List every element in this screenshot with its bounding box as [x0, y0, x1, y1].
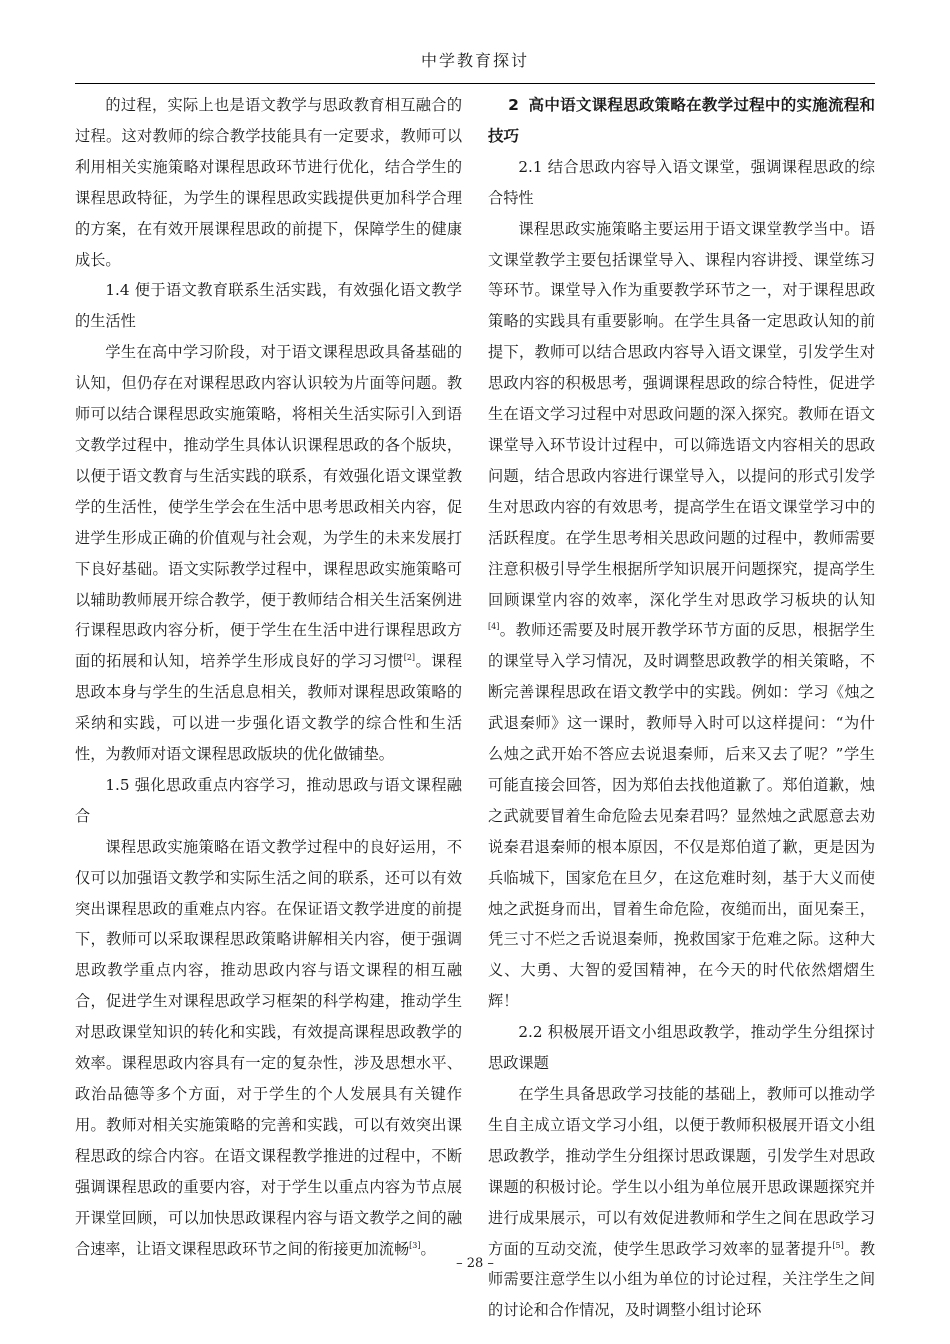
section-heading-1-4: 1.4 便于语文教育联系生活实践，有效强化语文教学的生活性 [75, 281, 462, 331]
right-column [488, 90, 875, 1326]
section-heading-2-1: 2.1 结合思政内容导入语文课堂，强调课程思政的综合特性 [488, 157, 875, 207]
paragraph-text: 课程思政实施策略主要运用于语文课堂教学当中。语文课堂教学主要包括课堂导入、课程内容讲授、课堂练习等环节。课堂导入作为重要教学环节之一，对于课程思政策略的实践具有重要影响。在学生具备一定思政认知的前提下，教师可以结合思政内容导入语文课堂，引发学生对思政内容的积极思考，强调课程思政的综合特性，促进学生在语文学习过程中对思政问题的深入探究。教师在语文课堂导入环节设计过程中，可以筛选语文内容相关的思政问题，结合思政内容进行课堂导入，以提问的形式引发学生对思政内容的有效思考，提高学生在语文课堂学习中的活跃程度。在学生思考相关思政问题的过程中，教师需要注意积极引导学生根据所学知识展开问题探究，提高学生回顾课堂内容的效率，深化学生对思政学习板块的认知 [488, 219, 875, 609]
paragraph-1-5 [75, 832, 462, 1265]
citation-ref[interactable]: [5] [832, 1240, 844, 1250]
paragraph-text: 在学生具备思政学习技能的基础上，教师可以推动学生自主成立语文学习小组，以便于教师积极展开语文小组思政教学，推动学生分组探讨思政课题，引发学生对思政课题的积极讨论。学生以小组为单位展开思政课题探究并进行成果展示，可以有效促进教师和学生之间在思政学习方面的互动交流，使学生思政学习效率的显著提升 [488, 1085, 875, 1258]
paragraph-text: 。 [420, 1239, 436, 1258]
section-heading-1-5: 1.5 强化思政重点内容学习，推动思政与语文课程融合 [75, 775, 462, 825]
section-number: 2 [508, 96, 519, 114]
paragraph-1-4 [75, 337, 462, 770]
paragraph-text: 。教师还需要及时展开教学环节方面的反思，根据学生的课堂导入学习情况，及时调整思政教学的相关策略，不断完善课程思政在语文教学中的实践。例如：学习《烛之武退秦师》这一课时，教师导入时可以这样提问：“为什么烛之武开始不答应去说退秦师，后来又去了呢？”学生可能直接会回答，因为郑伯去找他道歉了。郑伯道歉，烛之武就要冒着生命危险去见秦君吗？显然烛之武愿意去劝说秦君退秦师的根本原因，不仅是郑伯道了歉，更是因为兵临城下，国家危在旦夕，在这危难时刻，基于大义而使烛之武挺身而出，冒着生命危险，夜缒而出，面见秦王，凭三寸不烂之舌说退秦师，挽救国家于危难之际。这种大义、大勇、大智的爱国精神，在今天的时代依然熠熠生辉！ [488, 621, 875, 1011]
paragraph-text: 学生在高中学习阶段，对于语文课程思政具备基础的认知，但仍存在对课程思政内容认识较为片面等问题。教师可以结合课程思政实施策略，将相关生活实际引入到语文教学过程中，推动学生具体认识课程思政的各个版块，以便于语文教育与生活实践的联系，有效强化语文课堂教学的生活性，使学生学会在生活中思考思政相关内容，促进学生形成正确的价值观与社会观，为学生的未来发展打下良好基础。语文实际教学过程中，课程思政实施策略可以辅助教师展开综合教学，便于教师结合相关生活案例进行课程思政内容分析，便于学生在生活中进行课程思政方面的拓展和认知，培养学生形成良好的学习习惯 [75, 343, 462, 671]
header-rule [75, 83, 875, 84]
paragraph-2-2 [488, 1079, 875, 1326]
page-number: – 28 – [456, 1256, 494, 1271]
paragraph-text: 。教师需要注意学生以小组为单位的讨论过程，关注学生之间的讨论和合作情况，及时调整小组讨论环 [488, 1239, 876, 1320]
section-title: 高中语文课程思政策略在教学过程中的实施流程和技巧 [488, 96, 875, 145]
citation-ref[interactable]: [3] [409, 1240, 421, 1250]
paragraph-continuation: 的过程，实际上也是语文教学与思政教育相互融合的过程。这对教师的综合教学技能具有一定要求，教师可以利用相关实施策略对课程思政环节进行优化，结合学生的课程思政特征，为学生的课程思政实践提供更加科学合理的方案，在有效开展课程思政的前提下，保障学生的健康成长。 [75, 96, 462, 269]
section-heading-2 [488, 90, 875, 152]
citation-ref[interactable]: [2] [403, 653, 416, 663]
running-header: 中学教育探讨 [420, 51, 529, 70]
paragraph-2-1 [488, 214, 875, 1018]
left-column [75, 90, 462, 1264]
citation-ref[interactable]: [4] [488, 622, 500, 632]
paragraph-text: 课程思政实施策略在语文教学过程中的良好运用，不仅可以加强语文教学和实际生活之间的联系，还可以有效突出课程思政的重难点内容。在保证语文教学进度的前提下，教师可以采取课程思政策略讲解相关内容，便于强调思政教学重点内容，推动思政内容与语文课程的相互融合，促进学生对课程思政学习框架的科学构建，推动学生对思政课堂知识的转化和实践，有效提高课程思政教学的效率。课程思政内容具有一定的复杂性，涉及思想水平、政治品德等多个方面，对于学生的个人发展具有关键作用。教师对相关实施策略的完善和实践，可以有效突出课程思政的综合内容。在语文课程教学推进的过程中，不断强调课程思政的重要内容，对于学生以重点内容为节点展开课堂回顾，可以加快思政课程内容与语文教学之间的融合速率，让语文课程思政环节之间的衔接更加流畅 [75, 837, 462, 1258]
paragraph-text: 。课程思政本身与学生的生活息息相关，教师对课程思政策略的采纳和实践，可以进一步强化语文教学的综合性和生活性，为教师对语文课程思政版块的优化做铺垫。 [75, 652, 463, 764]
section-heading-2-2: 2.2 积极展开语文小组思政教学，推动学生分组探讨思政课题 [488, 1023, 875, 1073]
